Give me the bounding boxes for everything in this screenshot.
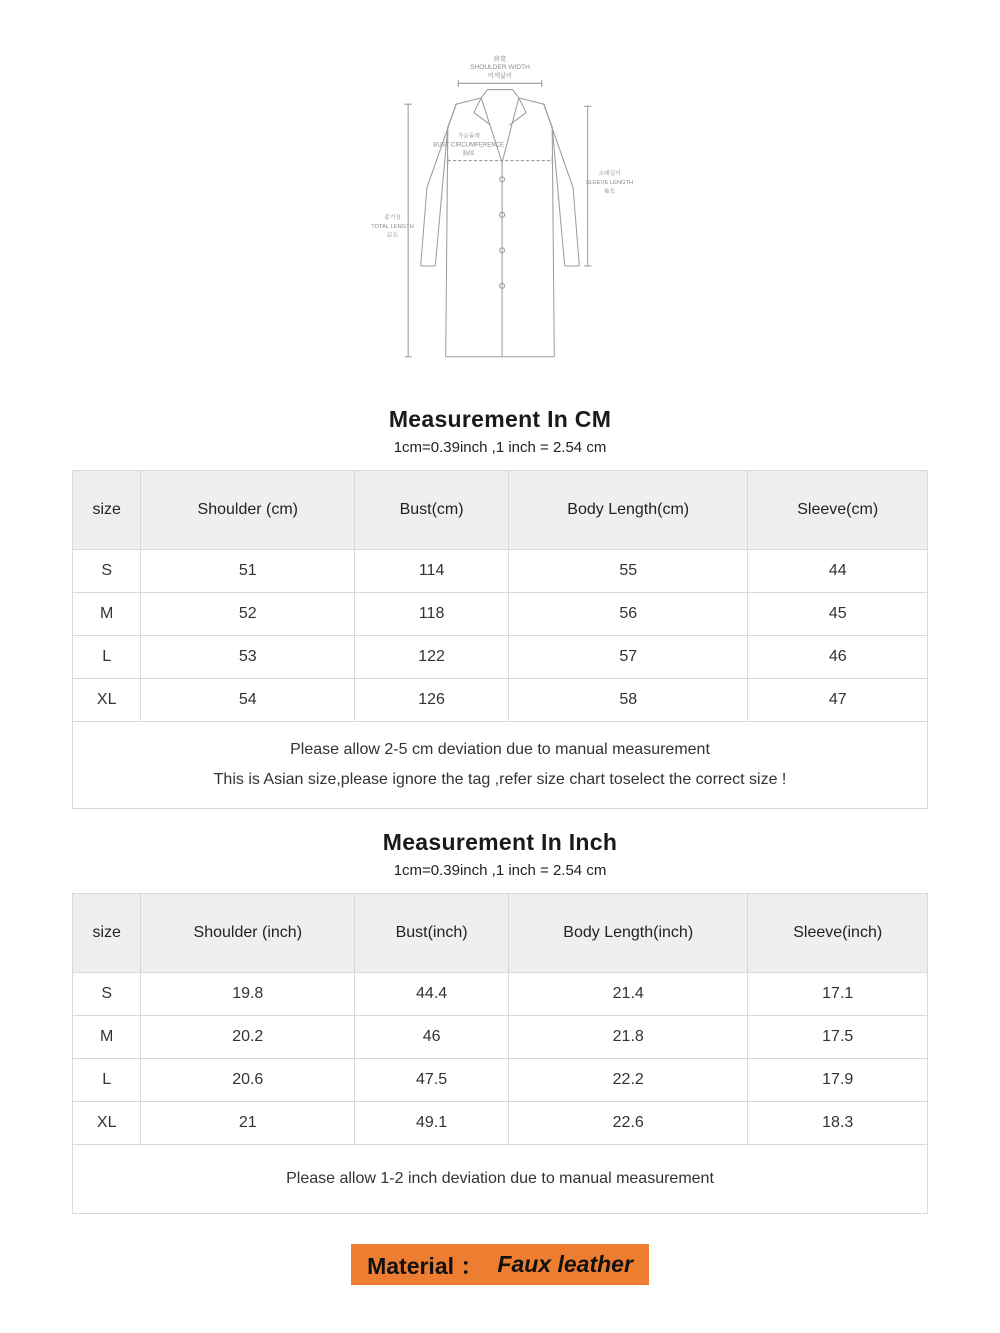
coat-shoulders [456,98,544,104]
cm-note-line2: This is Asian size,please ignore the tag ,refer size chart toselect the correct size ! [213,771,787,788]
coat-lapels [474,98,526,163]
table-row [73,1059,928,1102]
table-cell: 17.1 [748,973,928,1016]
bust-label-en: BUST CIRCUMFERENCE [433,142,505,149]
inch-section-title: Measurement In Inch [382,829,618,855]
table-cell: 56 [509,593,748,636]
cm-header-row [73,471,928,550]
table-cell: 118 [355,593,509,636]
column-header-shoulder: Shoulder (cm) [141,471,355,550]
table-cell: 21.4 [509,973,748,1016]
column-header-sleeve: Sleeve(inch) [748,894,928,973]
table-row [73,550,928,593]
table-cell: 49.1 [355,1102,509,1145]
inch-header-row [73,894,928,973]
column-header-bust: Bust(cm) [355,471,509,550]
column-header-sleeve: Sleeve(cm) [748,471,928,550]
table-cell: 22.6 [509,1102,748,1145]
table-cell: 44.4 [355,973,509,1016]
table-cell: 122 [355,636,509,679]
table-cell: XL [73,1102,141,1145]
sleeve-label-kr: 소매길이 [598,171,621,178]
inch-size-table [72,893,928,1214]
column-header-body-length: Body Length(cm) [509,471,748,550]
coat-collar [481,90,519,98]
table-cell: 21.8 [509,1016,748,1059]
table-cell: 51 [141,550,355,593]
length-measure-line [404,104,411,357]
table-cell: 18.3 [748,1102,928,1145]
table-cell: XL [73,679,141,722]
table-cell: 57 [509,636,748,679]
length-label-en: TOTAL LENGTH [371,223,414,230]
coat-diagram-svg [364,52,636,386]
material-bar [351,1244,649,1285]
table-cell: 20.6 [141,1059,355,1102]
table-cell: L [73,1059,141,1102]
table-cell: 20.2 [141,1016,355,1059]
table-cell: 53 [141,636,355,679]
bust-label-cn: 胸围 [462,150,475,157]
sleeve-label-cn: 袖长 [603,188,616,195]
column-header-shoulder: Shoulder (inch) [141,894,355,973]
cm-section-subtitle: 1cm=0.39inch ,1 inch = 2.54 cm [393,439,607,456]
table-cell: L [73,636,141,679]
table-cell: 17.5 [748,1016,928,1059]
table-cell: 46 [355,1016,509,1059]
coat-right-sleeve [544,104,579,266]
table-cell: 114 [355,550,509,593]
column-header-body-length: Body Length(inch) [509,894,748,973]
column-header-size: size [73,894,141,973]
table-cell: S [73,973,141,1016]
table-cell: 47.5 [355,1059,509,1102]
table-row [73,1016,928,1059]
note-row [73,722,928,809]
table-cell: 17.9 [748,1059,928,1102]
inch-section-subtitle: 1cm=0.39inch ,1 inch = 2.54 cm [393,862,607,879]
table-cell: 46 [748,636,928,679]
cm-note-cell [73,722,928,809]
table-row [73,636,928,679]
table-row [73,679,928,722]
cm-note-line1: Please allow 2-5 cm deviation due to manual measurement [290,741,710,758]
inch-note-cell [73,1145,928,1214]
table-row [73,1102,928,1145]
table-cell: 44 [748,550,928,593]
sleeve-measure-line [584,106,591,266]
table-cell: M [73,1016,141,1059]
table-cell: 55 [509,550,748,593]
cm-section-title: Measurement In CM [388,406,612,432]
table-cell: 22.2 [509,1059,748,1102]
shoulder-label-en: SHOULDER WIDTH [470,64,530,72]
table-row [73,973,928,1016]
inch-note-line1: Please allow 1-2 inch deviation due to manual measurement [286,1170,714,1187]
shoulder-label-cn: 肩宽 [493,55,507,63]
bust-label-kr: 가슴둘레 [457,133,480,140]
column-header-size: size [73,471,141,550]
length-label-cn: 总长 [386,232,399,239]
table-cell: 52 [141,593,355,636]
table-cell: 58 [509,679,748,722]
coat-left-sleeve [421,104,456,266]
table-row [73,593,928,636]
column-header-bust: Bust(inch) [355,894,509,973]
material-label: Material ： [367,1253,484,1279]
size-diagram [0,0,1000,386]
table-cell: 47 [748,679,928,722]
sleeve-label-en: SLEEVE LENGTH [586,180,634,187]
shoulder-measure-line [458,80,542,87]
cm-size-table [72,470,928,809]
table-cell: 126 [355,679,509,722]
shoulder-label-kr: 어깨넓이 [487,72,513,80]
table-cell: S [73,550,141,593]
note-row [73,1145,928,1214]
table-cell: 45 [748,593,928,636]
length-label-kr: 총기장 [384,215,401,221]
material-value: Faux leather [497,1251,633,1277]
table-cell: 21 [141,1102,355,1145]
table-cell: 19.8 [141,973,355,1016]
table-cell: M [73,593,141,636]
table-cell: 54 [141,679,355,722]
